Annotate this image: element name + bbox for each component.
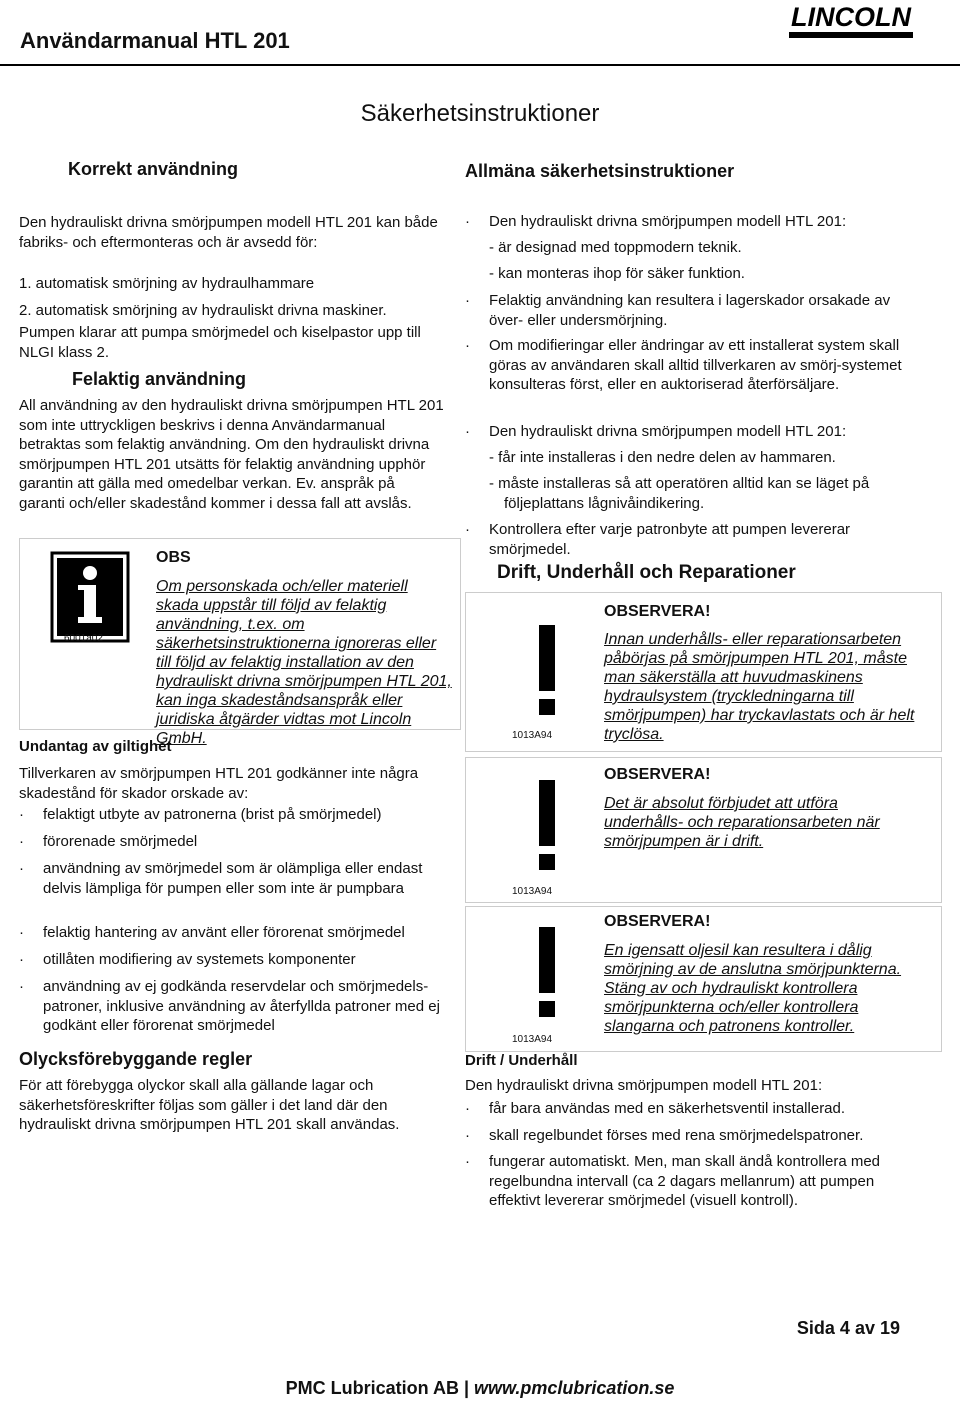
correct-use-heading: Korrekt användning: [68, 159, 239, 179]
footer-url[interactable]: www.pmclubrication.se: [474, 1378, 675, 1398]
exceptions-intro: Tillverkaren av smörjpumpen HTL 201 godkänner inte några skadestånd för skador orskade av:: [19, 765, 419, 802]
warning-notice-2: [465, 757, 942, 903]
notice-code: 1013A94: [512, 730, 553, 741]
warning-notice-3: [465, 906, 942, 1052]
obs-text: Om personskada och/eller materiell skada uppstår till följd av felaktig användning, t.ex. om säkerhetsinstruktionerna ignoreras eller till följd av felaktig installation av den hydrauliskt drivna smörjpumpen HTL 201, kan inga skadeståndsanspråk eller juridiska åtgärder vidtas mot Lincoln GmbH.: [156, 578, 452, 747]
header-rule: [0, 64, 960, 66]
wrong-use-heading: Felaktig användning: [72, 369, 247, 389]
notice-text: En igensatt oljesil kan resultera i dålig smörjning av de anslutna smörjpunkterna. Stäng av och hydrauliskt kontrollera smörjpunkterna och/eller kontrollera slangarna och patronens kontroller.: [604, 942, 902, 1035]
obs-code: 6001a02: [64, 633, 103, 644]
notice-code: 1013A94: [512, 1034, 553, 1045]
general-sub: - är designad med toppmodern teknik.: [489, 239, 742, 256]
warning-notice-1: [465, 592, 942, 752]
warning-icon: [516, 923, 578, 1023]
general-bullet: · Den hydrauliskt drivna smörjpumpen modell HTL 201:: [465, 213, 847, 230]
notice-text: Det är absolut förbjudet att utföra underhålls- och reparationsarbeten när smörjpumpen är i drift.: [604, 795, 880, 850]
warning-icon: [516, 621, 578, 721]
drift-item: · fungerar automatiskt. Men, man skall ändå kontrollera med regelbundna intervall (ca 2 dagars mellanrum) att pumpen effektivt levererar smörjmedel (visuell kontroll).: [465, 1153, 881, 1209]
general-sub: - får inte installeras i den nedre delen av hammaren.: [489, 449, 836, 466]
notice-title: OBSERVERA!: [604, 913, 711, 930]
footer: [0, 1378, 960, 1399]
wrong-use-text: All användning av den hydrauliskt drivna smörjpumpen HTL 201 som inte uttryckligen beskrivs i denna Användarmanual betraktas som felaktig användning. Om den hydrauliskt drivna smörjpumpen HTL 201 utsätts för felaktig användning upphör garantin att gälla med omedelbar verkan. Ev. anspråk på garanti och/eller skadestånd kommer i dessa fall att avslås.: [19, 397, 444, 512]
footer-company: PMC Lubrication AB |: [285, 1378, 469, 1398]
lincoln-logo: [785, 2, 917, 40]
notice-title: OBSERVERA!: [604, 766, 711, 783]
correct-use-item-2: 2. automatisk smörjning av hydrauliskt drivna maskiner.: [19, 302, 387, 319]
notice-code: 1013A94: [512, 886, 553, 897]
notice-text: Innan underhålls- eller reparationsarbeten påbörjas på smörjpumpen HTL 201, måste man säkerställa att huvudmaskinens hydraulsystem (tryckledningarna till smörjpumpen) har tryckavlastats och är helt tryclösa.: [604, 631, 915, 743]
exception-item: · användning av ej godkända reservdelar och smörjmedels-patroner, inklusive användning av återfyllda patroner med ej godkänt eller förorenat smörjmedel: [19, 978, 440, 1034]
exception-item: · felaktig hantering av använt eller förorenat smörjmedel: [19, 924, 405, 941]
info-icon: [50, 551, 130, 643]
general-bullet: · Om modifieringar eller ändringar av ett installerat system skall göras av användaren skall alltid tillverkaren av smörj-systemet konsulteras först, eller en auktoriserad återförsäljare.: [465, 337, 902, 393]
correct-use-intro: Den hydrauliskt drivna smörjpumpen modell HTL 201 kan både fabriks- och eftermonteras och är avsedd för:: [19, 214, 438, 251]
exceptions-heading: Undantag av giltighet: [19, 738, 172, 755]
general-bullet: · Kontrollera efter varje patronbyte att pumpen levererar smörjmedel.: [465, 521, 851, 558]
general-bullet: · Den hydrauliskt drivna smörjpumpen modell HTL 201:: [465, 423, 847, 440]
drift-item: · får bara användas med en säkerhetsventil installerad.: [465, 1100, 846, 1117]
general-sub: - kan monteras ihop för säker funktion.: [489, 265, 745, 282]
exception-item: · otillåten modifiering av systemets komponenter: [19, 951, 356, 968]
correct-use-item-1: 1. automatisk smörjning av hydraulhammare: [19, 275, 315, 292]
accident-heading: Olycksförebyggande regler: [19, 1049, 253, 1069]
obs-title: OBS: [156, 549, 191, 566]
maintenance-heading: Drift, Underhåll och Reparationer: [497, 562, 796, 583]
exception-item: · felaktigt utbyte av patronerna (brist på smörjmedel): [19, 806, 382, 823]
warning-icon: [516, 776, 578, 876]
notice-title: OBSERVERA!: [604, 603, 711, 620]
manual-title: Användarmanual HTL 201: [20, 28, 290, 53]
exception-item: · användning av smörjmedel som är olämpliga eller endast delvis lämpliga för pumpen eller som inte är pumpbara: [19, 860, 423, 897]
page-title: Säkerhetsinstruktioner: [360, 100, 600, 127]
general-sub: - måste installeras så att operatören alltid kan se läget på följeplattans lågnivåindikering.: [489, 475, 870, 512]
page-number: Sida 4 av 19: [796, 1318, 900, 1338]
correct-use-note: Pumpen klarar att pumpa smörjmedel och kiselpastor upp till NLGI klass 2.: [19, 324, 421, 361]
general-bullet: · Felaktig användning kan resultera i lagerskador orsakade av över- eller undersmörjning.: [465, 292, 891, 329]
drift-intro: Den hydrauliskt drivna smörjpumpen modell HTL 201:: [465, 1077, 823, 1094]
exception-item: · förorenade smörjmedel: [19, 833, 198, 850]
accident-text: För att förebygga olyckor skall alla gällande lagar och säkerhetsföreskrifter följas som gäller i det land där den hydrauliskt drivna smörjpumpen HTL 201 skall användas.: [19, 1077, 400, 1133]
general-heading: Allmäna säkerhetsinstruktioner: [465, 161, 735, 181]
drift-item: · skall regelbundet förses med rena smörjmedelspatroner.: [465, 1127, 864, 1144]
drift-heading: Drift / Underhåll: [465, 1052, 578, 1069]
svg-text:LINCOLN: LINCOLN: [791, 2, 911, 32]
